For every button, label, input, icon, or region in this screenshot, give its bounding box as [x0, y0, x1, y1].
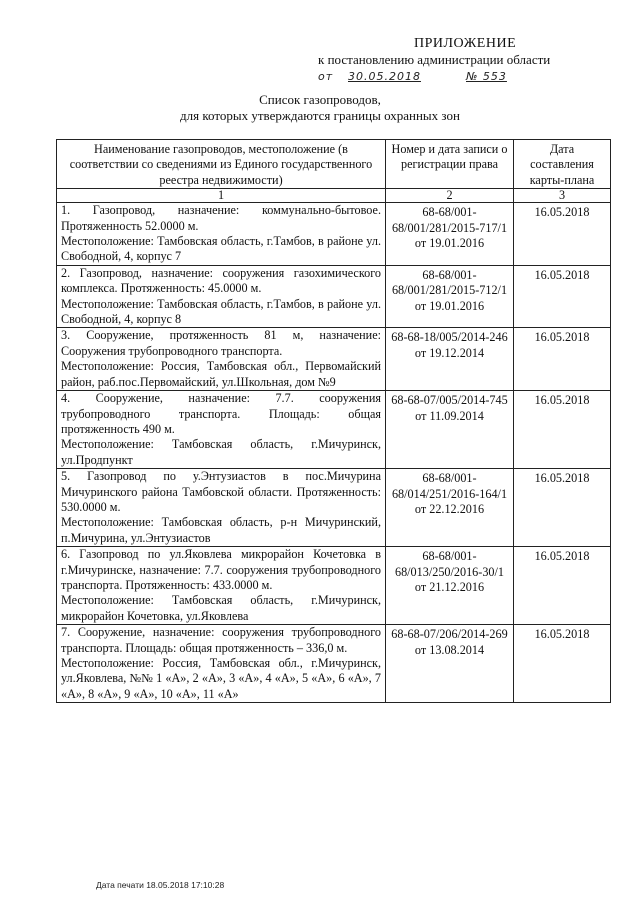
column-number: 1 [57, 189, 386, 203]
row-registration [386, 391, 514, 469]
registration-date: от 19.12.2014 [414, 345, 485, 360]
registration-number: 68-68-07/005/2014-745 [391, 393, 508, 408]
row-description [57, 203, 386, 266]
row-description [57, 265, 386, 328]
header-name-location: Наименование газопроводов, местоположение (в соответствии со сведениями из Единого государственного реестра недвижимости) [57, 140, 386, 189]
row-map-date: 16.05.2018 [514, 328, 611, 391]
handwritten-number: № 553 [466, 70, 507, 83]
row-registration [386, 469, 514, 547]
registration-date: от 19.01.2016 [414, 236, 485, 251]
row-description [57, 547, 386, 625]
list-title [0, 92, 640, 124]
column-number: 3 [514, 189, 611, 203]
row-description [57, 469, 386, 547]
row-location: Местоположение: Тамбовская область, р-н Мичуринский, п.Мичурина, ул.Энтузиастов [61, 515, 381, 545]
column-number: 2 [386, 189, 514, 203]
row-map-date: 16.05.2018 [514, 265, 611, 328]
row-name: 7. Сооружение, назначение: сооружения трубопроводного транспорта. Площадь: общая протяженность – 336,0 м. [61, 625, 381, 655]
table-row [57, 469, 611, 547]
registration-date: от 22.12.2016 [414, 501, 485, 516]
handwritten-from: от [318, 70, 334, 83]
row-description [57, 391, 386, 469]
header-registration: Номер и дата записи о регистрации права [386, 140, 514, 189]
table-row [57, 328, 611, 391]
row-name: 5. Газопровод по у.Энтузиастов в пос.Мичурина Мичуринского района Тамбовской области. Протяженность: 530.0000 м. [61, 469, 381, 514]
row-map-date: 16.05.2018 [514, 625, 611, 703]
registration-date: от 11.09.2014 [415, 408, 484, 423]
table-row [57, 625, 611, 703]
list-title-line1: Список газопроводов, [259, 92, 381, 107]
registration-number: 68-68-18/005/2014-246 [391, 330, 508, 345]
row-map-date: 16.05.2018 [514, 547, 611, 625]
header-map-date: Дата составления карты-плана [514, 140, 611, 189]
registration-date: от 13.08.2014 [414, 642, 485, 657]
registration-number: 68-68/001-68/014/251/2016-164/1 [391, 471, 508, 501]
row-location: Местоположение: Россия, Тамбовская обл., г.Мичуринск, ул.Яковлева, №№ 1 «А», 2 «А», 3 «А», 4 «А», 5 «А», 6 «А», 7 «А», 8 «А», 9 «А», 10 «А», 11 «А» [61, 656, 381, 701]
registration-date: от 19.01.2016 [414, 298, 485, 313]
table-row [57, 391, 611, 469]
row-name: 6. Газопровод по ул.Яковлева микрорайон Кочетовка в г.Мичуринске, назначение: 7.7. сооружения трубопроводного транспорта. Протяженность: 433.0000 м. [61, 547, 381, 592]
row-location: Местоположение: Тамбовская область, г.Мичуринск, ул.Продпункт [61, 437, 381, 467]
column-numbers-row [57, 189, 611, 203]
row-location: Местоположение: Россия, Тамбовская обл., Первомайский район, раб.пос.Первомайский, ул.Школьная, дом №9 [61, 359, 381, 389]
row-description [57, 625, 386, 703]
table-row [57, 547, 611, 625]
row-registration [386, 265, 514, 328]
appendix-title: ПРИЛОЖЕНИЕ [414, 36, 517, 51]
row-name: 2. Газопровод, назначение: сооружения газохимического комплекса. Протяженность: 45.0000 м. [61, 265, 381, 296]
print-date: Дата печати 18.05.2018 17:10:28 [96, 880, 225, 890]
registration-number: 68-68/001-68/013/250/2016-30/1 [394, 549, 504, 579]
row-map-date: 16.05.2018 [514, 391, 611, 469]
row-location: Местоположение: Тамбовская область, г.Тамбов, в районе ул. Свободной, 4, корпус 8 [61, 296, 381, 327]
registration-number: 68-68/001-68/001/281/2015-712/1 [391, 267, 508, 298]
row-name: 4. Сооружение, назначение: 7.7. сооружения трубопроводного транспорта. Площадь: общая протяженность 490 м. [61, 391, 381, 436]
registration-number: 68-68/001-68/001/281/2015-717/1 [391, 205, 508, 235]
table-row [57, 203, 611, 266]
row-registration [386, 203, 514, 266]
row-location: Местоположение: Тамбовская область, г.Мичуринск, микрорайон Кочетовка, ул.Яковлева [61, 593, 381, 623]
list-title-line2: для которых утверждаются границы охранных зон [180, 108, 460, 123]
row-location: Местоположение: Тамбовская область, г.Тамбов, в районе ул. Свободной, 4, корпус 7 [61, 234, 381, 264]
table-row [57, 265, 611, 328]
row-map-date: 16.05.2018 [514, 469, 611, 547]
row-name: 1. Газопровод, назначение: коммунально-бытовое. Протяженность 52.0000 м. [61, 203, 381, 233]
row-name: 3. Сооружение, протяженность 81 м, назначение: Сооружения трубопроводного транспорта. [61, 328, 381, 358]
handwritten-date: 30.05.2018 [348, 70, 421, 83]
row-registration [386, 625, 514, 703]
appendix-subtitle: к постановлению администрации области [318, 52, 551, 67]
registration-number: 68-68-07/206/2014-269 [391, 627, 508, 642]
row-description [57, 328, 386, 391]
pipelines-table [56, 139, 611, 703]
appendix-block [318, 36, 608, 85]
table-header-row [57, 140, 611, 189]
registration-date: от 21.12.2016 [414, 579, 485, 594]
handwritten-resolution [318, 69, 608, 85]
row-registration [386, 328, 514, 391]
row-map-date: 16.05.2018 [514, 203, 611, 266]
row-registration [386, 547, 514, 625]
